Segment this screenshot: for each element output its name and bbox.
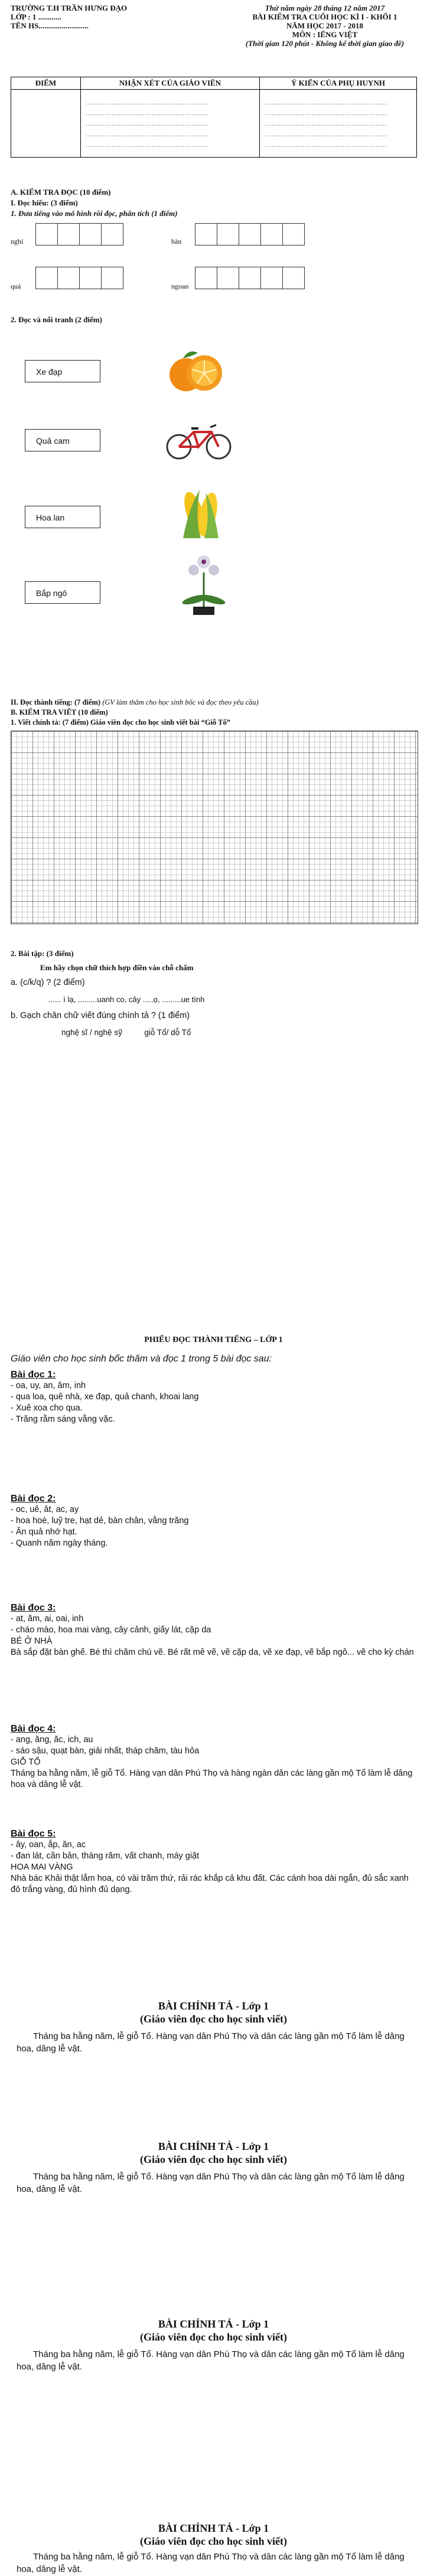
exercise-instruction: Em hãy chọn chữ thích hợp điền vào chỗ chấm xyxy=(40,963,194,972)
score-cell[interactable] xyxy=(11,90,81,158)
dictation-sheet-4-subtitle: (Giáo viên đọc cho học sinh viết) xyxy=(139,2535,287,2547)
lesson-3: Bài đọc 3: - at, ăm, ai, oai, inh - cháo mào, hoa mai vàng, cây cảnh, giấy lát, cặp da BÉ Ở NHÀ Bà sắp đặt bàn ghế. Bé thì chăm chú vẽ. Bé rất mê vẽ, vẽ cặp da, vẽ xe đạp, vẽ bắp ngô... vẽ cho kỳ chán xyxy=(11,1603,414,1657)
dictation-sheet-2-subtitle: (Giáo viên đọc cho học sinh viết) xyxy=(139,2153,287,2165)
reading-sheet-title: PHIẾU ĐỌC THÀNH TIẾNG – LỚP 1 xyxy=(144,1336,283,1344)
word-qua: quả xyxy=(11,282,21,290)
dictation-sheet-1-title: BÀI CHÍNH TẢ - Lớp 1 xyxy=(158,2000,269,2012)
match-word-4[interactable]: Bắp ngô xyxy=(25,581,100,604)
teacher-comment-header: NHẬN XÉT CỦA GIÁO VIÊN xyxy=(81,77,260,90)
bicycle-image[interactable] xyxy=(164,420,235,461)
exercise-b-items[interactable]: nghệ sĩ / nghệ sỹ giỗ Tổ/ dỗ Tổ xyxy=(61,1028,191,1037)
dictation-instruction: 1. Viết chính tả: (7 điểm) Giáo viên đọc cho học sinh viết bài “Giỗ Tổ” xyxy=(11,718,231,726)
dictation-sheet-3-title: BÀI CHÍNH TẢ - Lớp 1 xyxy=(158,2318,269,2330)
dictation-sheet-2-body: Tháng ba hằng năm, lễ giỗ Tổ. Hàng vạn dân Phú Thọ và dân các làng gần mộ Tổ làm lễ dâng hoa, dâng lễ vật. xyxy=(17,2172,405,2194)
exercise-title: 2. Bài tập: (3 điểm) xyxy=(11,949,74,958)
school-year: NĂM HỌC 2017 - 2018 xyxy=(286,21,363,30)
time-note: (Thời gian 120 phút - Không kể thời gian giao đề) xyxy=(245,39,405,48)
dictation-sheet-4-title: BÀI CHÍNH TẢ - Lớp 1 xyxy=(158,2522,269,2534)
handwriting-grid[interactable] xyxy=(11,731,418,924)
section-b-title: B. KIỂM TRA VIẾT (10 điểm) xyxy=(11,708,108,716)
reading-sheet-intro: Giáo viên cho học sinh bốc thăm và đọc 1 trong 5 bài đọc sau: xyxy=(11,1354,272,1364)
part2-title: II. Đọc thành tiếng: (7 điểm) (GV làm thăm cho học sinh bốc và đọc theo yêu cầu) xyxy=(11,698,259,706)
phoneme-model-1[interactable] xyxy=(35,223,123,246)
phoneme-model-4[interactable] xyxy=(195,267,304,289)
match-word-3[interactable]: Hoa lan xyxy=(25,506,100,528)
name-line: TÊN HS.......................... xyxy=(11,21,89,30)
question-2: 2. Đọc và nối tranh (2 điểm) xyxy=(11,315,102,324)
lesson-5: Bài đọc 5: - ây, oan, ắp, ăn, ac - đan lát, cần bản, tháng răm, vất chanh, máy giặt HOA MAI VÀNG Nhà bác Khải thật lắm hoa, có vài trăm thứ, rải rác khắp cả khu đất. Các cánh hoa dài ngắn, đủ sắc xanh đỏ trắng vàng, đủ hình đủ dạng. xyxy=(11,1829,409,1894)
exam-title: BÀI KIỂM TRA CUỐI HỌC KÌ I - KHỐI 1 xyxy=(252,12,397,21)
score-table xyxy=(11,77,417,158)
match-word-1[interactable]: Xe đạp xyxy=(25,360,100,382)
dictation-sheet-1-body: Tháng ba hằng năm, lễ giỗ Tổ. Hàng vạn dân Phú Thọ và dân các làng gần mộ Tổ làm lễ dâng hoa, dâng lễ vật. xyxy=(17,2031,405,2054)
phoneme-model-3[interactable] xyxy=(35,267,123,289)
teacher-comment-cell[interactable]: .................................................... .................................................... .................................................... .................................................... .................................................... xyxy=(81,90,260,158)
dictation-sheet-1-subtitle: (Giáo viên đọc cho học sinh viết) xyxy=(139,2013,287,2025)
orchid-image[interactable] xyxy=(177,549,230,617)
reading-part1-title: I. Đọc hiểu: (3 điểm) xyxy=(11,198,78,207)
dictation-sheet-3-body: Tháng ba hằng năm, lễ giỗ Tổ. Hàng vạn dân Phú Thọ và dân các làng gần mộ Tổ làm lễ dâng hoa, dâng lễ vật. xyxy=(17,2349,405,2372)
match-word-2[interactable]: Quả cam xyxy=(25,429,100,451)
score-col-header: ĐIỂM xyxy=(11,77,81,90)
corn-image[interactable] xyxy=(171,484,230,543)
subject: MÔN : IẾNG VIỆT xyxy=(292,30,358,39)
exercise-b-label: b. Gạch chân chữ viết đúng chính tả ? (1 điểm) xyxy=(11,1011,190,1020)
word-ban: bàn xyxy=(171,237,182,246)
exam-date: Thứ năm ngày 28 tháng 12 năm 2017 xyxy=(265,4,385,12)
word-nghi: nghỉ xyxy=(11,237,24,246)
exercise-a-items[interactable]: ...... ì lạ, .........uanh co, cây .....ọ, .........ue tính xyxy=(48,995,205,1004)
exam-header xyxy=(233,4,416,48)
school-header xyxy=(11,4,188,30)
dictation-sheet-3-subtitle: (Giáo viên đọc cho học sinh viết) xyxy=(139,2331,287,2343)
dictation-sheet-4-body: Tháng ba hằng năm, lễ giỗ Tổ. Hàng vạn dân Phú Thọ và dân các làng gần mộ Tổ làm lễ dâng hoa, dâng lễ vật. xyxy=(17,2552,405,2574)
word-ngoan: ngoan xyxy=(171,282,189,290)
parent-comment-cell[interactable]: .................................................... .................................................... .................................................... .................................................... .................................................... xyxy=(260,90,417,158)
parent-comment-header: Ý KIẾN CỦA PHỤ HUYNH xyxy=(260,77,417,90)
phoneme-model-2[interactable] xyxy=(195,223,304,246)
exercise-a-label: a. (c/k/q) ? (2 điểm) xyxy=(11,978,85,987)
question-1: 1. Đưa tiếng vào mô hình rồi đọc, phân tích (1 điểm) xyxy=(11,209,178,218)
school-name: TRƯỜNG T.H TRẦN HƯNG ĐẠO xyxy=(11,4,128,12)
oranges-image[interactable] xyxy=(165,342,224,395)
lesson-4: Bài đọc 4: - ang, ăng, ăc, ich, au - sáo sậu, quạt bàn, giải nhất, tháp chăm, tàu hỏa GIỖ TỔ Tháng ba hằng năm, lễ giỗ Tổ. Hàng vạn dân Phú Thọ và hàng ngàn dân các làng gần mộ Tổ làm lễ dâng hoa và dâng lễ vật. xyxy=(11,1724,413,1789)
lesson-1: Bài đọc 1: - oa, uy, an, âm, inh - qua loa, quê nhà, xe đạp, quả chanh, khoai lang - Xuê xoa cho qua. - Trăng rằm sáng vằng vặc. xyxy=(11,1370,199,1424)
section-a-title: A. KIỂM TRA ĐỌC (10 điểm) xyxy=(11,188,111,197)
lesson-2: Bài đọc 2: - oc, uê, ât, ac, ay - hoa hoè, luỹ tre, hạt dẻ, bàn chân, vằng trăng - Ăn quả nhớ hạt. - Quanh năm ngày tháng. xyxy=(11,1494,189,1548)
dictation-sheet-2-title: BÀI CHÍNH TẢ - Lớp 1 xyxy=(158,2140,269,2152)
class-line: LỚP : 1 ............ xyxy=(11,12,61,21)
